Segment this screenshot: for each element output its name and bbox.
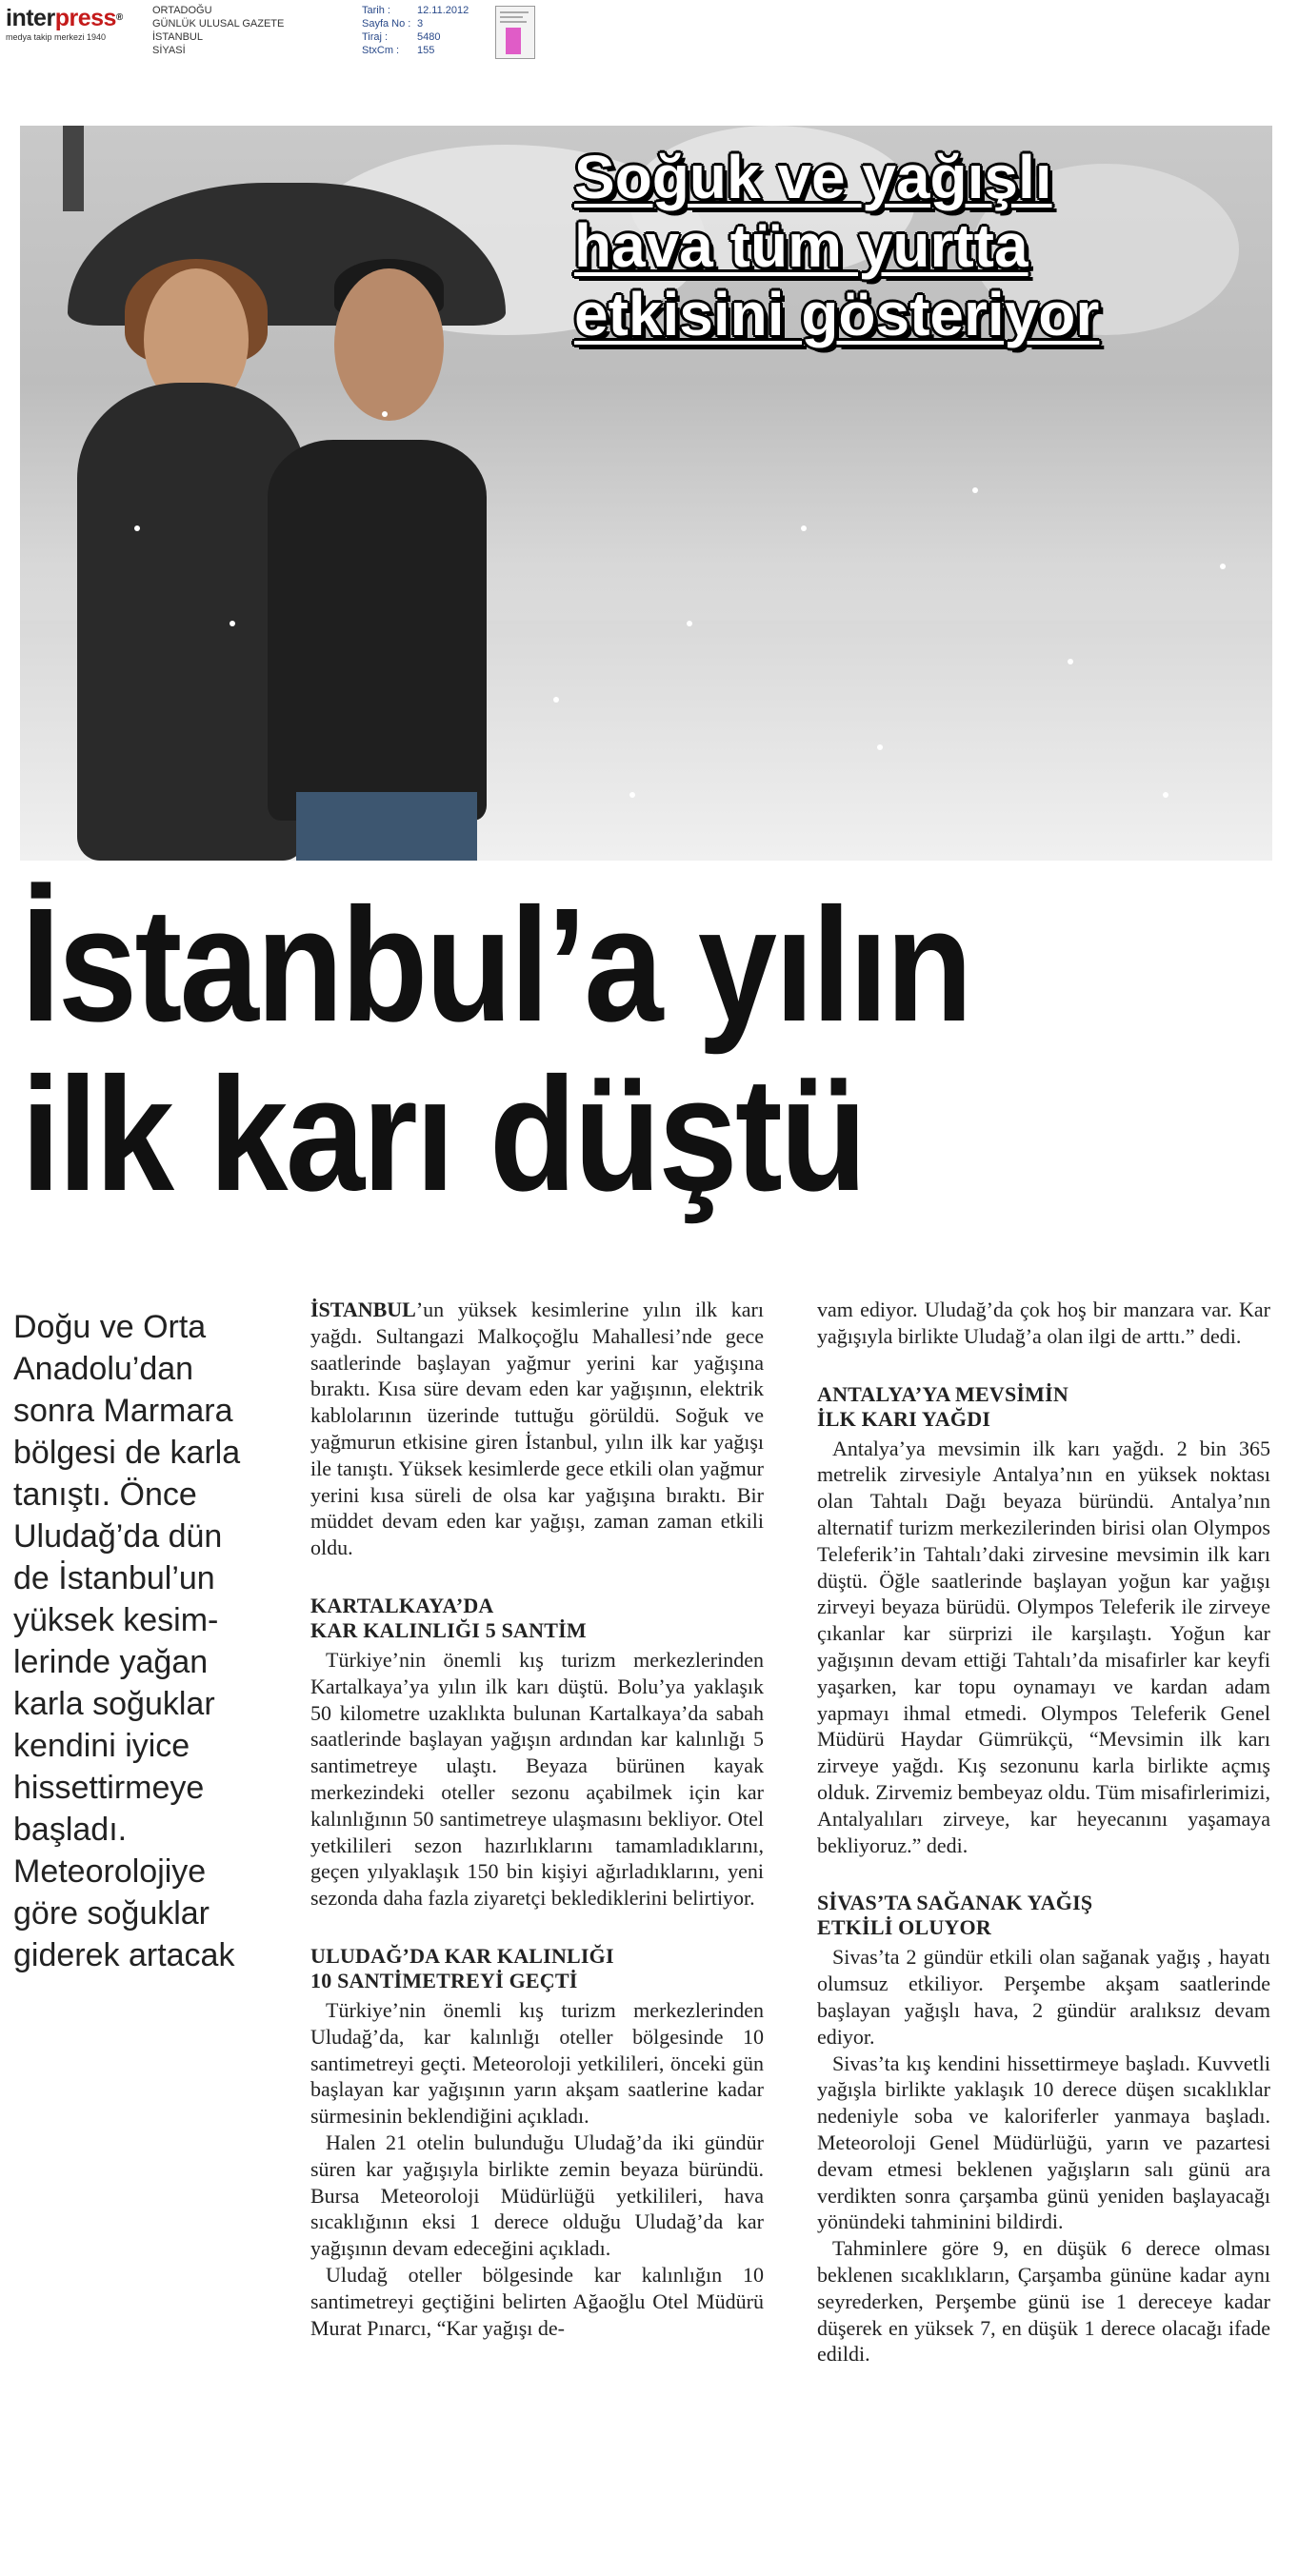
pub-line: GÜNLÜK ULUSAL GAZETE	[152, 18, 285, 30]
subheading-line: 10 SANTİMETREYİ GEÇTİ	[310, 1968, 578, 1992]
logo-word-inter: inter	[6, 5, 55, 31]
body-paragraph	[310, 1297, 764, 1561]
lead-paragraph	[13, 1306, 275, 1976]
subheading-line: ETKİLİ OLUYOR	[817, 1915, 991, 1940]
body-paragraph: Antalya’ya mevsimin ilk karı yağdı. 2 bin 365 metrelik zirvesiyle Antalya’nın en yüksek noktası olan Tahtalı Dağı beyaza büründü. Antalya’nın alternatif turizm merkezilerinden birisi olan Olympos Teleferik’in Tahtalı’daki zirvesine mevsimin ilk karı düştü. Öğle saatlerinde başlayan yoğun kar yağışı zirveyi beyaza bürüdü. Olympos Teleferik ile zirveye çıkanlar kar sürprizi ile karşılaştı. Yoğun kar yağışının devam ettiği Tahtalı’da misafirler kar keyfi yaşarken, kar topu oynamayı ve kardan adam yapmayı ihmal etmedi. Olympos Teleferik Genel Müdürü Haydar Gümrükçü, “Mevsimin ilk karı zirveye yağdı. Kış sezonunu karla birlikte açmış olduk. Zirvemiz bembeyaz oldu. Tüm misafirlerimizi, Antalyalıları zirveye, kar heyecanını yaşamaya bekliyoruz.” dedi.	[817, 1436, 1270, 1857]
lead-line: hissettirmeye	[13, 1770, 205, 1806]
lead-line: Uludağ’da dün	[13, 1518, 223, 1555]
dateline-kicker: İSTANBUL	[310, 1298, 416, 1321]
logo-word-press: press	[54, 5, 116, 31]
lead-line: Meteorolojiye	[13, 1853, 207, 1890]
pub-line: SİYASİ	[152, 45, 186, 56]
lead-line: bölgesi de karla	[13, 1435, 241, 1471]
publication-info	[152, 4, 284, 57]
photo-title-line: hava tüm yurtta	[574, 211, 1028, 280]
lead-line: lerinde yağan	[13, 1644, 209, 1680]
main-headline	[21, 875, 1128, 1225]
meta-key: Sayfa No :	[362, 18, 411, 30]
article-column-2	[817, 1297, 1270, 2368]
body-paragraph: Tahminlere göre 9, en düşük 6 derece olması beklenen sıcaklıkların, Çarşamba gününe kadar aynı seyrederken, Perşembe günü ise 1 dereceye kadar düşerek en yüksek 7, en düşük 1 derece olacağı ifade edildi.	[817, 2236, 1270, 2367]
meta-value: 3	[417, 18, 424, 30]
meta-value: 155	[417, 45, 435, 56]
lead-line: yüksek kesim-	[13, 1602, 219, 1638]
headline-line: ilk karı düştü	[21, 1044, 865, 1225]
meta-key: StxCm :	[362, 45, 400, 56]
body-text: ’un yüksek kesimlerine yılın ilk karı yağdı. Sultangazi Malkoçoğlu Mahallesi’nde gece saatlerinde başlayan yağmur yerini kar yağışına bıraktı. Kısa süre devam eden kar yağışının, elektrik kablolarının üzerinde tuttuğu görüldü. Soğuk ve yağmurun etkisine giren İstanbul, yılın ilk kar yağışı ile tanıştı. Yüksek kesimlerde gece etkili olan yağmur yerini kısa süreli de olsa kar yağışına bıraktı. Bir müddet devam eden kar yağışı, zaman zaman etkili oldu.	[310, 1298, 764, 1560]
clipping-header	[0, 0, 1298, 67]
logo-subtitle: medya takip merkezi 1940	[6, 32, 107, 42]
logo-registered: ®	[115, 12, 123, 23]
subheading-line: SİVAS’TA SAĞANAK YAĞIŞ	[817, 1891, 1093, 1915]
body-paragraph: vam ediyor. Uludağ’da çok hoş bir manzara var. Kar yağışıyla birlikte Uludağ’a olan ilgi de arttı.” dedi.	[817, 1298, 1270, 1348]
subheading-line: İLK KARI YAĞDI	[817, 1406, 991, 1431]
interpress-logo	[6, 6, 147, 42]
lead-line: göre soğuklar	[13, 1895, 210, 1932]
photo-title-line: Soğuk ve yağışlı	[574, 143, 1052, 211]
lead-line: başladı.	[13, 1812, 128, 1848]
lead-line: sonra Marmara	[13, 1393, 233, 1429]
article-column-1	[310, 1297, 764, 2341]
lead-line: Anadolu’dan	[13, 1351, 194, 1387]
meta-value: 5480	[417, 31, 441, 43]
subheading-line: ULUDAĞ’DA KAR KALINLIĞI	[310, 1943, 614, 1968]
lead-line: de İstanbul’un	[13, 1560, 215, 1596]
meta-key: Tiraj :	[362, 31, 389, 43]
meta-row	[362, 44, 469, 57]
body-paragraph: Sivas’ta 2 gündür etkili olan sağanak yağış , hayatı olumsuz etkiliyor. Perşembe akşam saatlerinde başlayan yağışlı hava, 2 gündür aralıksız devam ediyor.	[817, 1945, 1270, 2049]
clipping-metadata	[362, 4, 469, 57]
subheading	[817, 1891, 1270, 1940]
body-paragraph: Türkiye’nin önemli kış turizm merkezlerinden Kartalkaya’ya yılın ilk karı düştü. Bolu’ya yaklaşık 50 kilometre uzaklıkta bulunan Kartalkaya’da sabah saatlerinde başlayan yağışın ardından kar kalınlığı 5 santimetreye ulaştı. Beyaza bürünen kayak merkezindeki oteller sezonu açabilmek için kar kalınlığının 50 santimetreye ulaşmasını bekliyor. Otel yetkilileri sezon hazırlıklarını tamamladıklarını, geçen yılyaklaşık 150 bin kişiyi ağırladıklarını, yeni sezonda daha fazla ziyaretçi beklediklerini belirtiyor.	[310, 1647, 764, 1911]
subheading-line: KARTALKAYA’DA	[310, 1593, 494, 1617]
meta-key: Tarih :	[362, 5, 390, 16]
subheading	[310, 1944, 764, 1993]
meta-row	[362, 30, 469, 44]
photo-title-line: etkisini gösteriyor	[574, 280, 1100, 348]
lead-line: kendini iyice	[13, 1728, 190, 1764]
subheading	[310, 1594, 764, 1643]
subheading	[817, 1382, 1270, 1432]
meta-row	[362, 17, 469, 30]
body-paragraph: Uludağ oteller bölgesinde kar kalınlığın 10 santimetreyi geçtiğini belirten Ağaoğlu Otel Müdürü Murat Pınarcı, “Kar yağışı de-	[310, 2262, 764, 2340]
body-paragraph: Türkiye’nin önemli kış turizm merkezlerinden Uludağ’da, kar kalınlığı oteller bölgesinde 10 santimetreyi geçti. Meteoroloji yetkilileri, önceki gün başlayan kar yağışının yarın akşam saatlerine kadar sürmesinin beklendiğini açıkladı.	[310, 1997, 764, 2129]
headline-line: İstanbul’a yılın	[21, 875, 970, 1056]
subheading-line: KAR KALINLIĞI 5 SANTİM	[310, 1617, 587, 1642]
lead-line: tanıştı. Önce	[13, 1476, 197, 1513]
meta-row	[362, 4, 469, 17]
body-paragraph: Sivas’ta kış kendini hissettirmeye başladı. Kuvvetli yağışla birlikte yaklaşık 10 derece düşen sıcaklıklar nedeniyle soba ve kaloriferler yanmaya başladı. Meteoroloji Genel Müdürlüğü, yarın ve pazartesi devam etmesi beklenen yağışların salı günü ara verdikten sonra çarşamba günü yeniden başlayacağı yönündeki tahminini bildirdi.	[817, 2051, 1270, 2234]
pub-line: İSTANBUL	[152, 31, 203, 43]
lead-line: karla soğuklar	[13, 1686, 215, 1722]
body-paragraph: Halen 21 otelin bulunduğu Uludağ’da iki gündür süren kar yağışıyla birlikte zemin beyaza büründü. Bursa Meteoroloji Müdürlüğü yetkilileri, hava sıcaklığının eksi 1 derece olduğu Uludağ’da kar yağışının devam edeceğini açıkladı.	[310, 2130, 764, 2261]
page-thumbnail	[495, 6, 535, 59]
photo-overlay-title	[574, 143, 1260, 348]
lead-line: giderek artacak	[13, 1937, 235, 1973]
lead-line: Doğu ve Orta	[13, 1309, 207, 1345]
meta-value: 12.11.2012	[417, 5, 469, 16]
pub-line: ORTADOĞU	[152, 5, 212, 16]
subheading-line: ANTALYA’YA MEVSİMİN	[817, 1381, 1068, 1406]
